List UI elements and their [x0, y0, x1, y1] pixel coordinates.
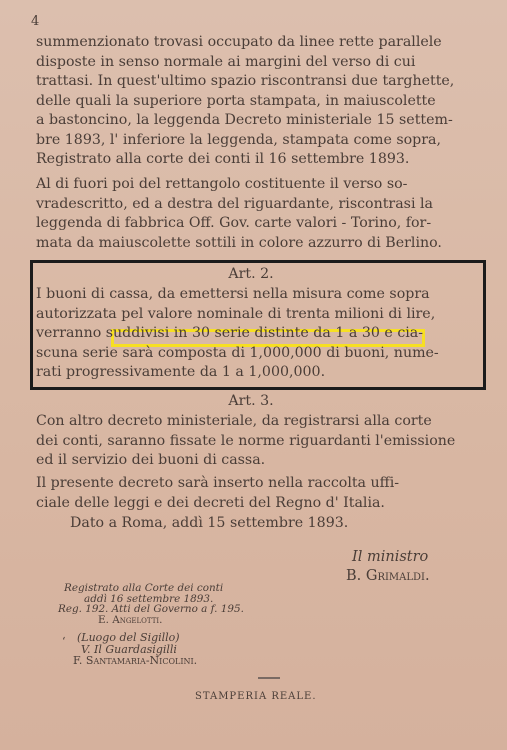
text-line: verranno suddivisi in 30 serie distinte da 1 a 30 e cia- — [36, 325, 424, 341]
text-line: Reg. 192. Atti del Governo a f. 195. — [58, 603, 244, 615]
divider-dash — [258, 677, 280, 679]
text-line: scuna serie sarà composta di 1,000,000 di buoni, nume- — [36, 344, 439, 361]
text-line: mata da maiuscolette sottili in colore azzurro di Berlino. — [36, 234, 442, 251]
page-number: 4 — [31, 14, 40, 29]
article-3-body — [36, 412, 466, 471]
text-line: ciale delle leggi e dei decreti del Regno d' Italia. — [36, 494, 385, 511]
text-line: disposte in senso normale ai margini del verso di cui — [36, 53, 416, 70]
text-line: rati progressivamente da 1 a 1,000,000. — [36, 364, 326, 380]
text-line: Registrato alla corte dei conti il 16 settembre 1893. — [36, 151, 410, 167]
text-line: Con altro decreto ministeriale, da registrarsi alla corte — [36, 413, 432, 429]
text-line: a bastoncino, la leggenda Decreto ministeriale 15 settem- — [36, 112, 453, 128]
text-line: Registrato alla Corte dei conti — [64, 582, 224, 594]
text-line: trattasi. In quest'ultimo spazio riscontransi due targhette, — [36, 73, 455, 89]
dated-line: Dato a Roma, addì 15 settembre 1893. — [70, 515, 349, 531]
text-line: F. Santamaria-Nicolini. — [73, 654, 198, 667]
text-line: addì 16 settembre 1893. — [84, 592, 214, 605]
text-line: Al di fuori poi del rettangolo costituente il verso so- — [36, 176, 408, 192]
text-line: Il presente decreto sarà inserto nella raccolta uffi- — [36, 475, 400, 491]
minister-name: B. Grimaldi. — [346, 568, 430, 584]
text-line: leggenda di fabbrica Off. Gov. carte valori - Torino, for- — [36, 215, 432, 231]
text-line: autorizzata pel valore nominale di trenta milioni di lire, — [36, 305, 436, 322]
registration-block — [58, 583, 244, 625]
text-line: bre 1893, l' inferiore la leggenda, stampata come sopra, — [36, 131, 442, 148]
paragraph-verso-description — [36, 33, 466, 170]
text-line: dei conti, saranno fissate le norme riguardanti l'emissione — [36, 432, 456, 449]
text-line: vradescritto, ed a destra del riguardante, riscontrasi la — [36, 195, 434, 212]
text-line: delle quali la superiore porta stampata, in maiuscolette — [36, 92, 436, 109]
printer-footer: STAMPERIA REALE. — [195, 691, 317, 702]
text-line: V. Il Guardasigilli — [81, 642, 177, 656]
minister-title: Il ministro — [352, 549, 429, 565]
seal-mark-icon: ‘ — [62, 635, 66, 648]
text-line: I buoni di cassa, da emettersi nella misura come sopra — [36, 286, 430, 302]
text-line: E. Angelotti. — [98, 613, 163, 626]
article-2-body — [36, 285, 466, 383]
article-2-heading: Art. 2. — [228, 266, 274, 282]
seal-block — [73, 631, 198, 667]
text-line: summenzionato trovasi occupato da linee rette parallele — [36, 34, 442, 50]
article-3-heading: Art. 3. — [228, 393, 274, 409]
text-line: (Luogo del Sigillo) — [77, 631, 180, 644]
text-line: ed il servizio dei buoni di cassa. — [36, 452, 266, 468]
paragraph-publication — [36, 474, 466, 513]
paragraph-maker-legend — [36, 175, 466, 253]
